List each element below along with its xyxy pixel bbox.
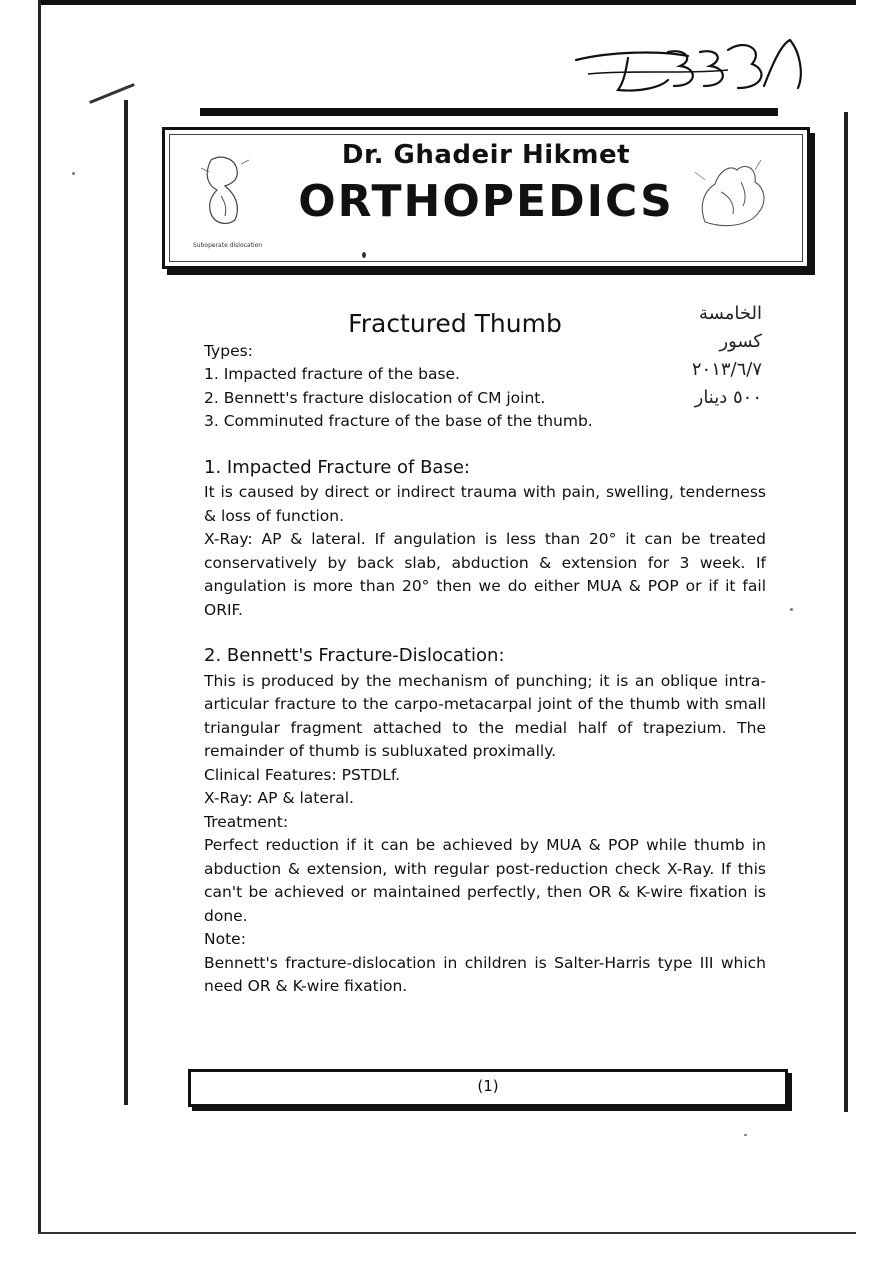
note-label: Note:	[204, 930, 246, 948]
treatment-label: Treatment:	[204, 812, 289, 831]
list-item: 1. Impacted fracture of the base.	[204, 365, 460, 383]
list-item: 2. Bennett's fracture dislocation of CM joint.	[204, 388, 546, 407]
paragraph: Bennett's fracture-dislocation in children is Salter-Harris type III which need OR & K-wire fixation.	[204, 953, 766, 995]
hand-sketch-right	[685, 152, 775, 242]
scan-speck	[744, 1134, 747, 1136]
scan-edge-bottom	[38, 1232, 856, 1234]
paragraph: X-Ray: AP & lateral. If angulation is less than 20° it can be treated conservatively by back slab, abduction & extension for 3 week. If angulation is more than 20° then we do either MUA & POP or if it fail ORIF.	[204, 530, 766, 619]
header-box	[162, 127, 810, 269]
arabic-note-line: ٢٠١٣/٦/٧	[691, 359, 762, 380]
scan-speck	[790, 608, 793, 611]
subject-title: ORTHOPEDICS	[298, 176, 674, 227]
margin-line-right	[844, 112, 848, 1112]
arabic-note-line: ٥٠٠ دينار	[694, 387, 762, 408]
scan-edge-left	[38, 0, 41, 1233]
xray-line: X-Ray: AP & lateral.	[204, 789, 354, 807]
document-body	[204, 309, 766, 999]
paragraph: This is produced by the mechanism of punching; it is an oblique intra-articular fracture to the carpo-metacarpal joint of the thumb with small triangular fragment attached to the medial half of trapezium. The remainder of thumb is subluxated proximally.	[204, 671, 766, 760]
margin-line-left	[124, 100, 128, 1105]
arabic-note-line: كسور	[719, 331, 762, 352]
document-title: Fractured Thumb	[348, 309, 562, 338]
types-label: Types:	[204, 341, 253, 360]
paragraph: Perfect reduction if it can be achieved by MUA & POP while thumb in abduction & extension, with regular post-reduction check X-Ray. If this can't be achieved or maintained perfectly, then OR & K-wire fixation is done.	[204, 836, 766, 925]
types-list	[204, 363, 766, 434]
scan-edge-top	[38, 0, 856, 5]
sketch-caption: Suboperate dislocation	[193, 242, 263, 249]
author-name: Dr. Ghadeir Hikmet	[341, 140, 631, 170]
paragraph: It is caused by direct or indirect trauma with pain, swelling, tenderness & loss of function.	[204, 483, 766, 525]
section-heading-bennett: 2. Bennett's Fracture-Dislocation:	[204, 645, 505, 666]
scan-speck	[362, 252, 366, 258]
handwritten-signature	[568, 30, 808, 100]
section-heading-impacted: 1. Impacted Fracture of Base:	[204, 456, 470, 478]
clinical-features: Clinical Features: PSTDLf.	[204, 765, 401, 784]
top-rule	[200, 108, 778, 116]
scan-speck	[72, 172, 75, 175]
footer-box	[188, 1069, 788, 1107]
arabic-note-line: الخامسة	[699, 303, 762, 324]
list-item: 3. Comminuted fracture of the base of the thumb.	[204, 412, 593, 430]
page-number: (1)	[477, 1077, 499, 1095]
